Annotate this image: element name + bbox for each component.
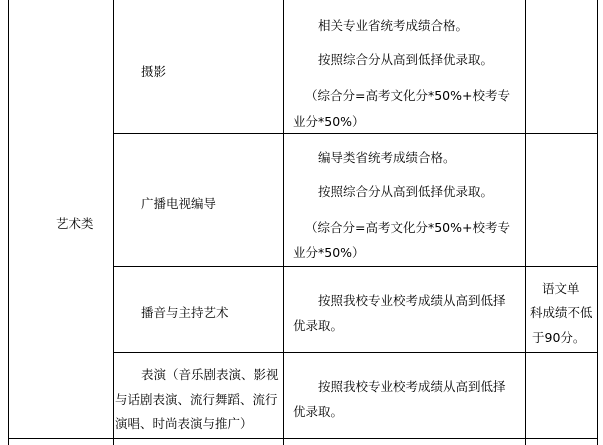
- table-border-left: [8, 0, 9, 445]
- requirement-line: 按照我校专业校考成绩从高到低择: [318, 379, 506, 394]
- category-label: 艺术类: [56, 216, 94, 231]
- requirement-line: 优录取。: [293, 404, 344, 419]
- note-line: 于90分。: [532, 330, 586, 345]
- requirement-line: （综合分=高考文化分*50%+校考专: [305, 220, 510, 235]
- requirement-line: （综合分=高考文化分*50%+校考专: [305, 88, 510, 103]
- row-divider-2: [113, 266, 598, 267]
- requirement-line: 编导类省统考成绩合格。: [318, 150, 456, 165]
- note-line: 语文单: [542, 281, 580, 296]
- major-broadcast-directing: 广播电视编导: [141, 196, 217, 211]
- requirement-line: 业分*50%）: [293, 245, 365, 260]
- major-broadcasting-hosting: 播音与主持艺术: [141, 305, 229, 320]
- requirement-line: 相关专业省统考成绩合格。: [318, 18, 469, 33]
- major-photography: 摄影: [141, 64, 167, 79]
- major-performance: 演唱、时尚表演与推广）: [115, 416, 253, 431]
- note-line: 科成绩不低: [530, 305, 593, 320]
- requirement-line: 业分*50%）: [293, 114, 365, 129]
- requirement-line: 按照综合分从高到低择优录取。: [318, 52, 494, 67]
- requirement-line: 按照综合分从高到低择优录取。: [318, 184, 494, 199]
- requirement-line: 优录取。: [293, 318, 344, 333]
- major-performance: 表演（音乐剧表演、影视: [141, 367, 279, 382]
- major-performance: 与话剧表演、流行舞蹈、流行: [115, 392, 278, 407]
- row-divider-1: [113, 133, 598, 134]
- row-divider-3: [113, 352, 598, 353]
- table-border-bottom: [8, 438, 598, 439]
- table-border-right: [597, 0, 598, 445]
- table-col-divider-2: [283, 0, 284, 445]
- table-col-divider-1: [113, 0, 114, 445]
- table-col-divider-3: [525, 0, 526, 445]
- requirement-line: 按照我校专业校考成绩从高到低择: [318, 293, 506, 308]
